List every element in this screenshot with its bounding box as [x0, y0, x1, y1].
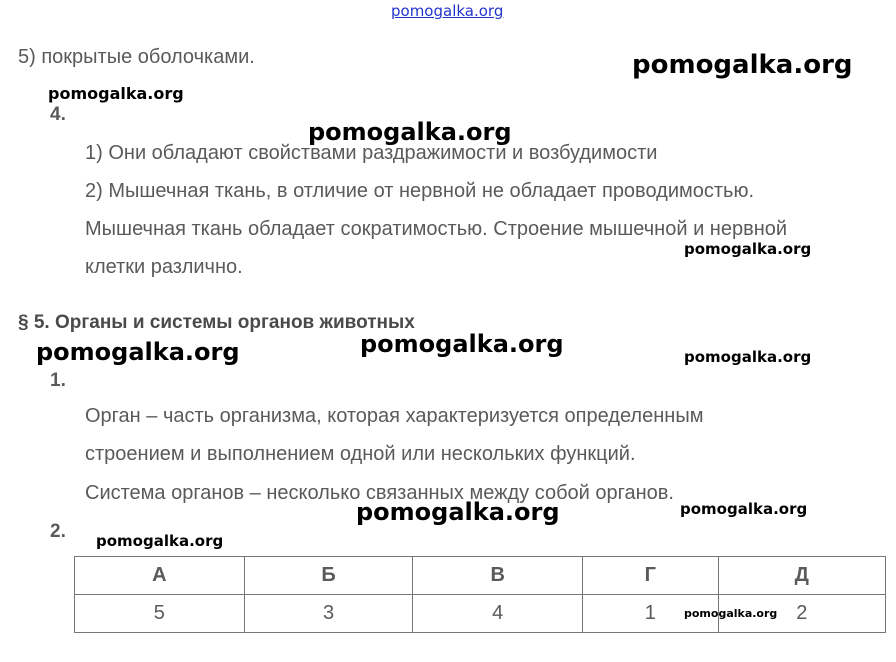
table-cell: 4 — [413, 595, 583, 633]
answer-4-line-4: клетки различно. — [85, 256, 243, 278]
watermark: pomogalka.org — [36, 338, 240, 366]
header-watermark[interactable]: pomogalka.org — [391, 2, 504, 20]
answer-4-line-2: 2) Мышечная ткань, в отличие от нервной не обладает проводимостью. — [85, 180, 754, 202]
answer-4-line-1: 1) Они обладают свойствами раздражимости и возбудимости — [85, 142, 658, 164]
table-header-cell: А — [75, 557, 245, 595]
watermark: pomogalka.org — [356, 498, 560, 526]
watermark: pomogalka.org — [308, 118, 512, 146]
answer-table — [74, 556, 886, 633]
question-number-4: 4. — [50, 104, 66, 125]
answer-1-line-3: Система органов – несколько связанных между собой органов. — [85, 482, 674, 504]
watermark: pomogalka.org — [632, 50, 853, 80]
watermark: pomogalka.org — [680, 500, 808, 518]
watermark: pomogalka.org — [96, 532, 224, 550]
watermark: pomogalka.org — [684, 348, 812, 366]
answer-1-line-1: Орган – часть организма, которая характеризуется определенным — [85, 405, 704, 427]
answer-4-line-3: Мышечная ткань обладает сократимостью. Строение мышечной и нервной — [85, 218, 788, 240]
table-header-cell: Г — [583, 557, 719, 595]
table-cell: 5 — [75, 595, 245, 633]
answer-1-line-2: строением и выполнением одной или нескольких функций. — [85, 443, 636, 465]
question-number-2: 2. — [50, 521, 66, 542]
table-cell: 3 — [244, 595, 413, 633]
table-cell: 1 — [583, 595, 719, 633]
table-header-cell: Д — [718, 557, 885, 595]
watermark: pomogalka.org — [360, 330, 564, 358]
question-number-1: 1. — [50, 370, 66, 391]
section-heading: § 5. Органы и системы органов животных — [18, 312, 415, 333]
watermark: pomogalka.org — [684, 607, 778, 620]
table-header-row — [75, 557, 886, 595]
prev-answer-line: 5) покрытые оболочками. — [18, 46, 255, 68]
table-header-cell: Б — [244, 557, 413, 595]
table-header-cell: В — [413, 557, 583, 595]
watermark: pomogalka.org — [684, 240, 812, 258]
watermark: pomogalka.org — [48, 84, 184, 103]
table-cell: 2 — [718, 595, 885, 633]
